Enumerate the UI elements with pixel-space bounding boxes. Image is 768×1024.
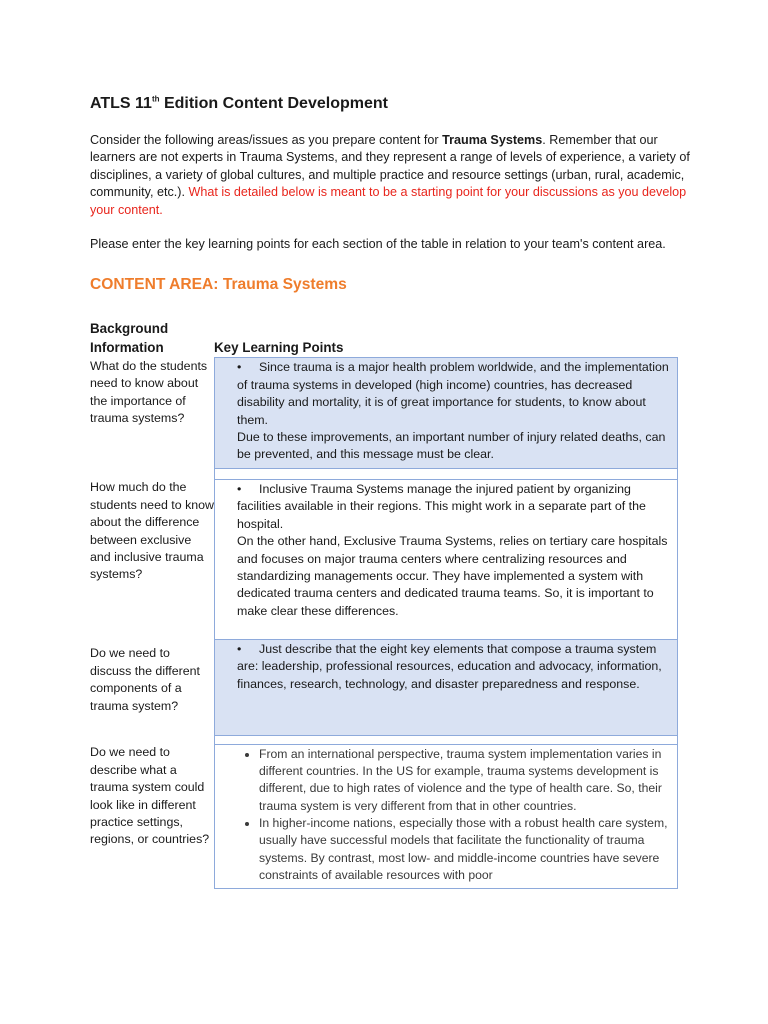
intro-red-note: What is detailed below is meant to be a starting point for your discussions as you develop your content. xyxy=(90,185,687,217)
row-answer-cell[interactable] xyxy=(215,358,678,468)
answer-bullet xyxy=(215,481,673,533)
answer-text-2: On the other hand, Exclusive Trauma Systems, relies on tertiary care hospitals and focuses on major trauma centers where centralizing resources and standardizing managements occur. They have implemented a system with dedicated trauma centers and dedicated trauma teams. So, it is important to make clear these differences. xyxy=(237,534,668,618)
header-background-information: Background Information xyxy=(90,321,169,356)
list-item: • In higher-income nations, especially those with a robust health care system, usually have successful models that facilitate the functionality of trauma systems. By contrast, most low- and middle-income countries have severe constraints of available resources with poor xyxy=(259,815,673,884)
instruction-paragraph: Please enter the key learning points for each section of the table in relation to your team's content area. xyxy=(90,237,666,252)
list-item: • From an international perspective, trauma system implementation varies in different countries. In the US for example, trauma systems development is different, due to high rates of violence and the type of health care. So, their trauma system is very different from that in other countries. xyxy=(259,746,673,815)
row-answer-cell[interactable] xyxy=(215,479,678,639)
row-question: Do we need to describe what a trauma system could look like in different practice settings, regions, or countries? xyxy=(90,745,210,847)
answer-bullet xyxy=(215,359,673,429)
intro-paragraph xyxy=(90,132,690,219)
key-learning-table xyxy=(90,357,678,889)
row-question: How much do the students need to know about the difference between exclusive and inclusive trauma systems? xyxy=(90,480,214,582)
row-answer-cell[interactable] xyxy=(215,639,678,735)
answer-bullet xyxy=(215,641,673,693)
table-row xyxy=(90,479,678,639)
answer-bullet-list xyxy=(215,746,673,884)
intro-bold-topic: Trauma Systems xyxy=(442,133,543,147)
document-page xyxy=(90,93,690,889)
table-row xyxy=(90,639,678,735)
table-headers xyxy=(90,319,690,357)
row-question: What do the students need to know about the importance of trauma systems? xyxy=(90,358,208,426)
answer-text: Just describe that the eight key elements that compose a trauma system are: leadership, professional resources, education and advocacy, information, finances, research, technology, and disaster preparedness and response. xyxy=(237,641,662,691)
answer-text: Since trauma is a major health problem worldwide, and the implementation of trauma systems in developed (high income) countries, has decreased disability and mortality, it is of great importance for students, to know about them. xyxy=(237,360,669,427)
title-superscript: th xyxy=(151,94,160,104)
document-title xyxy=(90,93,690,115)
intro-text-1: Consider the following areas/issues as you prepare content for xyxy=(90,133,443,147)
title-suffix: Edition Content Development xyxy=(159,95,388,112)
row-answer-cell[interactable] xyxy=(215,744,678,888)
answer-text: Inclusive Trauma Systems manage the injured patient by organizing facilities available in their regions. This might work in a separate part of the hospital. xyxy=(237,481,646,531)
row-question: Do we need to discuss the different components of a trauma system? xyxy=(90,646,200,713)
title-prefix: ATLS 11 xyxy=(90,95,152,112)
content-area-heading: CONTENT AREA: Trauma Systems xyxy=(90,276,347,294)
table-row xyxy=(90,358,678,468)
intro-text-2: . Remember that our learners are not experts in Trauma Systems, and they represent a range of levels of experience, a variety of disciplines, a variety of global cultures, and multiple practice and resource settings (urban, rural, academic, community, etc.). xyxy=(90,133,690,200)
table-row xyxy=(90,744,678,888)
header-key-learning-points: Key Learning Points xyxy=(214,340,344,356)
answer-text-2: Due to these improvements, an important number of injury related deaths, can be prevented, and this message must be clear. xyxy=(237,430,666,462)
